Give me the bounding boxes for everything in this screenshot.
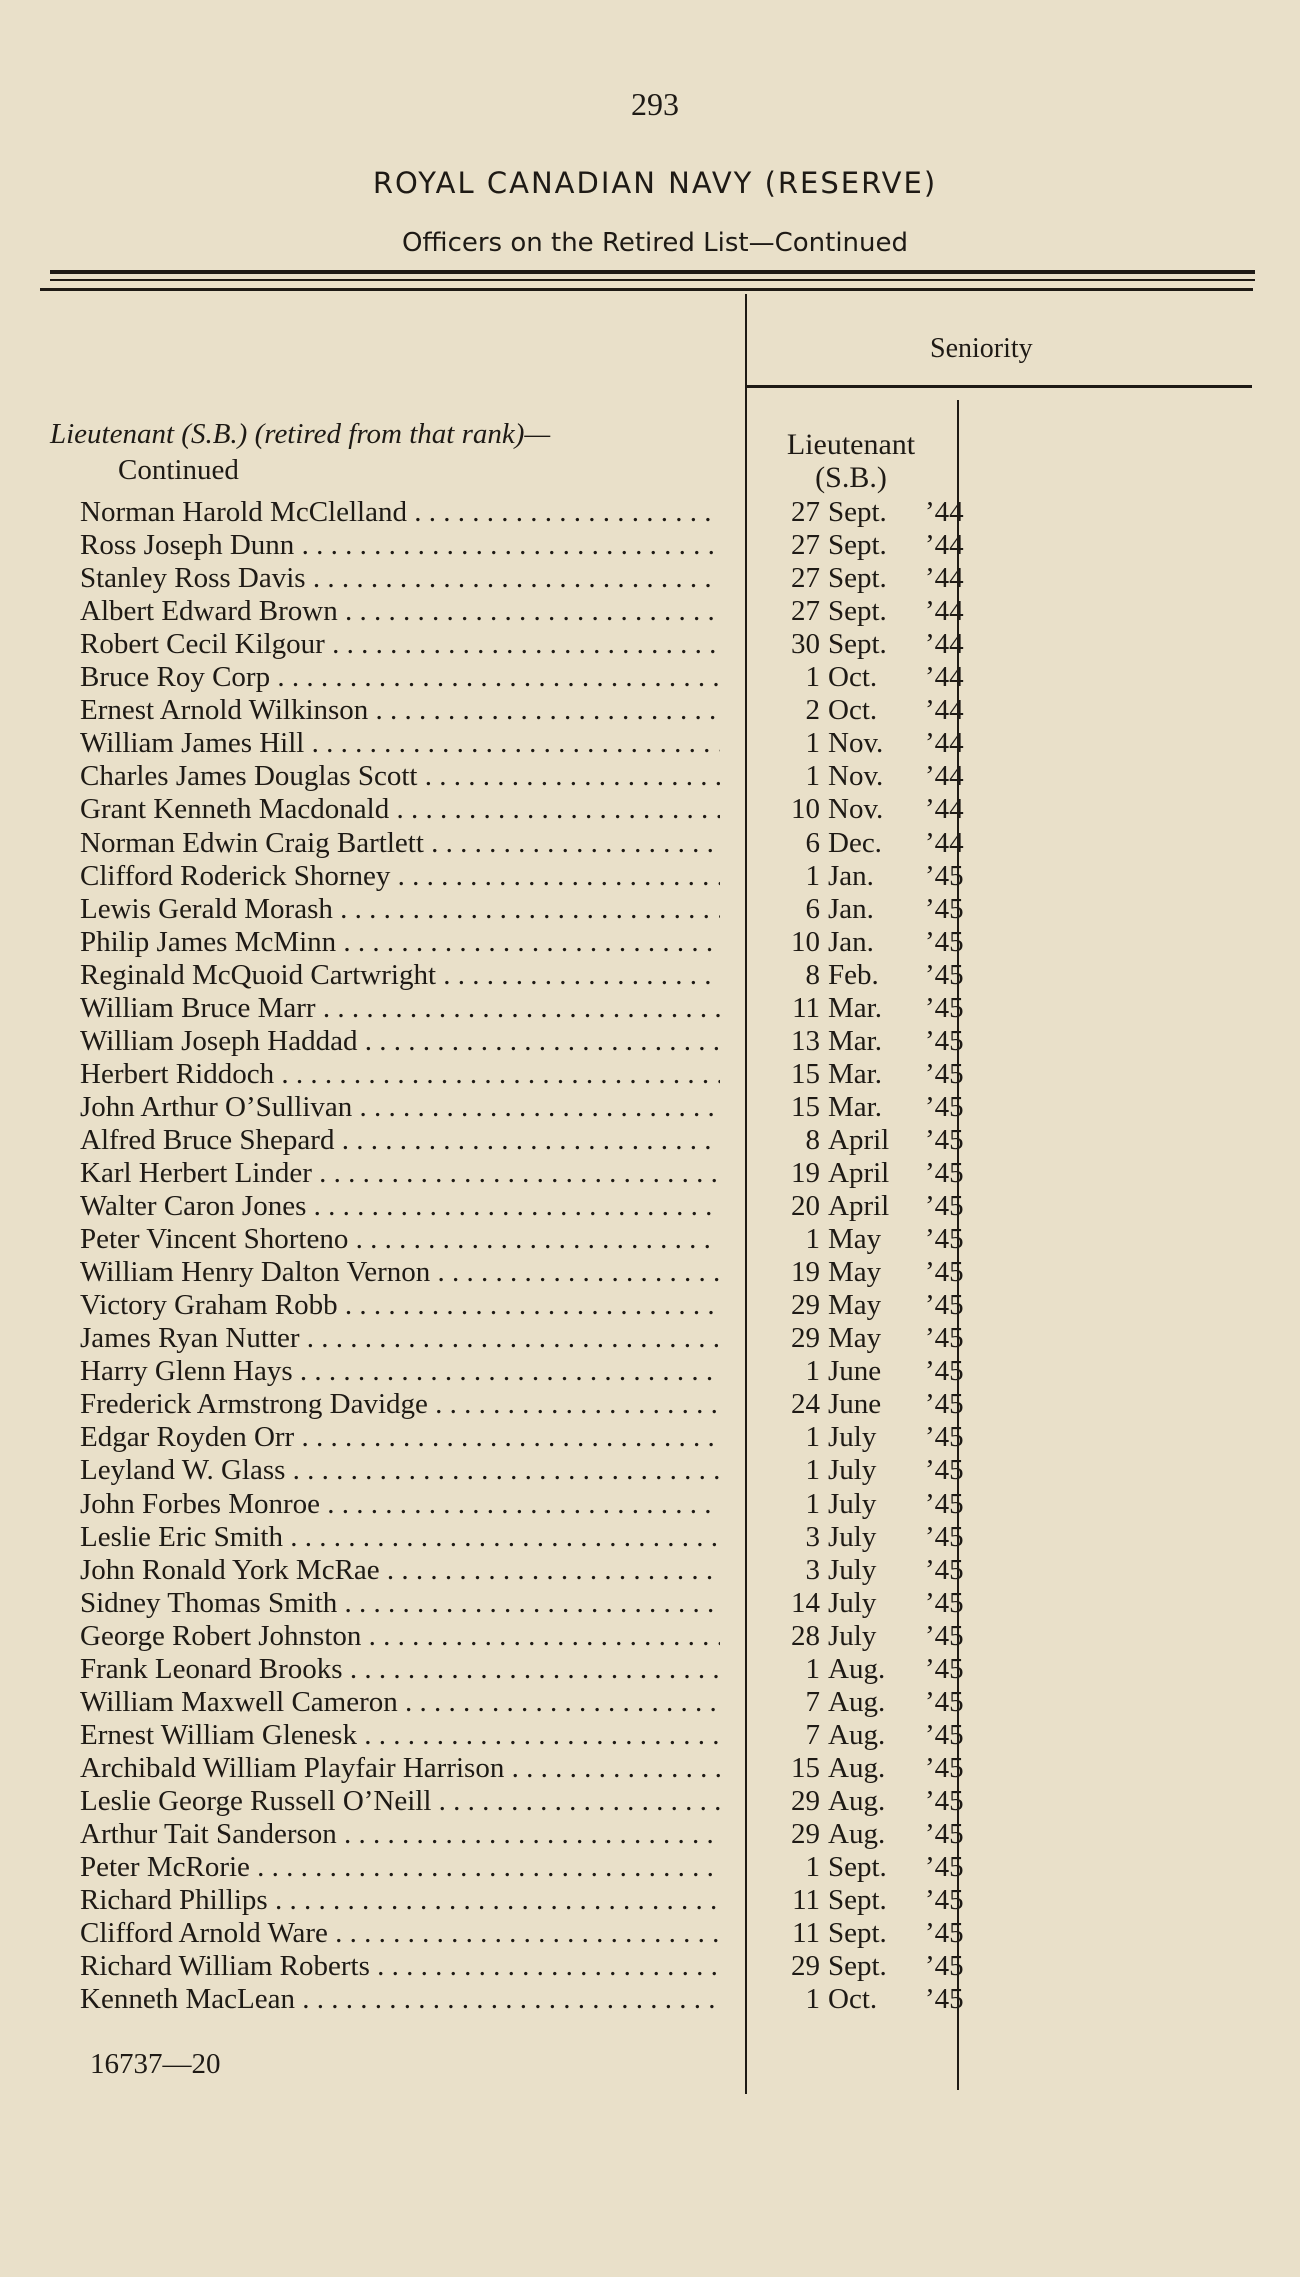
officer-row (0, 1091, 1300, 1124)
officer-row (0, 992, 1300, 1025)
officer-row (0, 1653, 1300, 1686)
seniority-year: ’45 (925, 1388, 964, 1421)
seniority-month: Aug. (828, 1751, 886, 1784)
officer-name: Richard William Roberts . . . (80, 1950, 720, 1983)
officer-name: William Bruce Marr . . . (80, 992, 720, 1025)
officer-name: Sidney Thomas Smith . . . (80, 1587, 720, 1620)
officer-row (0, 496, 1300, 529)
seniority-month: July (828, 1487, 877, 1520)
officer-row (0, 1157, 1300, 1190)
officer-row (0, 1917, 1300, 1950)
officer-name: William Joseph Haddad . . . (80, 1025, 720, 1058)
seniority-month: April (828, 1123, 890, 1156)
seniority-year: ’44 (925, 694, 964, 727)
column-header-rank: Lieutenant (786, 428, 916, 461)
seniority-day: 2 (805, 694, 820, 727)
officer-row (0, 1752, 1300, 1785)
officer-row (0, 1256, 1300, 1289)
seniority-month: July (828, 1421, 877, 1454)
seniority-year: ’45 (925, 1652, 964, 1685)
seniority-day: 1 (805, 727, 820, 760)
officer-name: John Arthur O’Sullivan . . . (80, 1091, 720, 1124)
seniority-year: ’45 (925, 925, 964, 958)
officer-row (0, 1983, 1300, 2016)
officer-row (0, 760, 1300, 793)
officer-row (0, 727, 1300, 760)
seniority-year: ’44 (925, 760, 964, 793)
seniority-day: 1 (805, 1454, 820, 1487)
seniority-year: ’45 (925, 1553, 964, 1586)
officer-name: Ross Joseph Dunn . . . (80, 529, 720, 562)
officer-name: Richard Phillips . . . (80, 1884, 720, 1917)
seniority-year: ’45 (925, 1917, 964, 1950)
seniority-day: 20 (791, 1190, 820, 1223)
officer-name: Norman Edwin Craig Bartlett . . . (80, 827, 720, 860)
officer-row (0, 1950, 1300, 1983)
seniority-year: ’44 (925, 595, 964, 628)
officer-row (0, 1355, 1300, 1388)
seniority-day: 6 (805, 826, 820, 859)
officer-name: Reginald McQuoid Cartwright . . . (80, 959, 720, 992)
officer-name: Leslie Eric Smith . . . (80, 1521, 720, 1554)
officer-name: John Forbes Monroe . . . (80, 1488, 720, 1521)
seniority-day: 11 (792, 1917, 820, 1950)
seniority-year: ’45 (925, 1619, 964, 1652)
seniority-month: July (828, 1454, 877, 1487)
officer-row (0, 1223, 1300, 1256)
seniority-month: July (828, 1586, 877, 1619)
page-title: ROYAL CANADIAN NAVY (RESERVE) (372, 166, 938, 200)
seniority-day: 29 (791, 1322, 820, 1355)
seniority-month: Sept. (828, 529, 887, 562)
officer-row (0, 1488, 1300, 1521)
seniority-month: Sept. (828, 628, 887, 661)
officer-row (0, 1818, 1300, 1851)
seniority-year: ’45 (925, 1157, 964, 1189)
officer-name: Robert Cecil Kilgour . . . (80, 628, 720, 661)
seniority-day: 15 (791, 1057, 820, 1090)
seniority-day: 10 (791, 925, 820, 958)
officer-name: George Robert Johnston . . . (80, 1620, 720, 1653)
seniority-month: May (828, 1223, 882, 1256)
seniority-month: Aug. (828, 1652, 886, 1685)
seniority-month: Nov. (828, 793, 884, 826)
seniority-year: ’45 (925, 1355, 964, 1388)
seniority-day: 29 (791, 1818, 820, 1850)
seniority-year: ’44 (925, 826, 964, 859)
officer-row (0, 1058, 1300, 1091)
footer-code: 16737—20 (90, 2048, 221, 2080)
officer-name: Peter Vincent Shorteno . . . (80, 1223, 720, 1256)
seniority-year: ’44 (925, 727, 964, 760)
seniority-month: Nov. (828, 727, 884, 760)
officer-row (0, 562, 1300, 595)
seniority-day: 7 (805, 1718, 820, 1751)
seniority-day: 28 (791, 1619, 820, 1652)
officer-row (0, 1719, 1300, 1752)
seniority-month: Aug. (828, 1685, 886, 1718)
officer-row (0, 1388, 1300, 1421)
rank-continued: Continued (118, 454, 239, 486)
header-rule-top (50, 270, 1255, 274)
seniority-year: ’45 (925, 1289, 964, 1322)
officer-name: Leyland W. Glass . . . (80, 1454, 720, 1487)
seniority-year: ’44 (925, 793, 964, 826)
seniority-day: 13 (791, 1024, 820, 1057)
seniority-day: 8 (805, 958, 820, 991)
seniority-year: ’45 (925, 1090, 964, 1123)
officer-name: Karl Herbert Linder . . . (80, 1157, 720, 1190)
seniority-day: 27 (791, 496, 820, 528)
seniority-day: 27 (791, 562, 820, 595)
seniority-month: Oct. (828, 694, 878, 727)
officer-name: Charles James Douglas Scott . . . (80, 760, 720, 793)
officer-row (0, 860, 1300, 893)
seniority-year: ’45 (925, 1784, 964, 1817)
seniority-day: 1 (805, 1421, 820, 1454)
seniority-month: Oct. (828, 1983, 878, 2016)
seniority-day: 30 (791, 628, 820, 661)
seniority-year: ’45 (925, 1520, 964, 1553)
officer-row (0, 959, 1300, 992)
seniority-year: ’45 (925, 1718, 964, 1751)
seniority-year: ’45 (925, 1024, 964, 1057)
seniority-header: Seniority (930, 333, 1033, 364)
officer-name: Lewis Gerald Morash . . . (80, 893, 720, 926)
officer-name: Leslie George Russell O’Neill . . . (80, 1785, 720, 1818)
seniority-month: April (828, 1190, 890, 1223)
seniority-month: July (828, 1619, 877, 1652)
seniority-month: Sept. (828, 1884, 887, 1917)
officer-name: Harry Glenn Hays . . . (80, 1355, 720, 1388)
seniority-month: Sept. (828, 1917, 887, 1950)
officer-name: Victory Graham Robb . . . (80, 1289, 720, 1322)
seniority-month: Mar. (828, 1090, 882, 1123)
seniority-day: 14 (791, 1586, 820, 1619)
seniority-month: Aug. (828, 1818, 886, 1850)
seniority-header-rule (747, 385, 1252, 388)
seniority-year: ’45 (925, 1586, 964, 1619)
seniority-day: 24 (791, 1388, 820, 1421)
officer-row (0, 1785, 1300, 1818)
page-number: 293 (631, 86, 679, 122)
officer-name: Walter Caron Jones . . . (80, 1190, 720, 1223)
seniority-day: 29 (791, 1289, 820, 1322)
seniority-year: ’45 (925, 1057, 964, 1090)
officer-row (0, 1322, 1300, 1355)
officer-name: Arthur Tait Sanderson . . . (80, 1818, 720, 1851)
officer-row (0, 1554, 1300, 1587)
seniority-year: ’45 (925, 1223, 964, 1256)
seniority-day: 15 (791, 1751, 820, 1784)
seniority-month: June (828, 1355, 882, 1388)
seniority-month: Jan. (828, 859, 874, 892)
seniority-day: 11 (792, 1884, 820, 1917)
seniority-year: ’44 (925, 628, 964, 661)
officer-row (0, 827, 1300, 860)
seniority-day: 3 (805, 1553, 820, 1586)
officer-row (0, 595, 1300, 628)
seniority-month: Jan. (828, 925, 874, 958)
officer-row (0, 628, 1300, 661)
officer-name: Stanley Ross Davis . . . (80, 562, 720, 595)
seniority-day: 19 (791, 1157, 820, 1189)
officer-name: Clifford Arnold Ware . . . (80, 1917, 720, 1950)
officer-name: Frederick Armstrong Davidge . . . (80, 1388, 720, 1421)
seniority-month: June (828, 1388, 882, 1421)
seniority-month: Mar. (828, 1024, 882, 1057)
seniority-day: 1 (805, 760, 820, 793)
officer-name: Clifford Roderick Shorney . . . (80, 860, 720, 893)
seniority-year: ’45 (925, 1123, 964, 1156)
seniority-day: 1 (805, 1652, 820, 1685)
seniority-year: ’45 (925, 1454, 964, 1487)
seniority-day: 11 (792, 991, 820, 1024)
seniority-year: ’44 (925, 529, 964, 562)
seniority-year: ’45 (925, 1487, 964, 1520)
seniority-year: ’45 (925, 1884, 964, 1917)
seniority-year: ’44 (925, 661, 964, 694)
seniority-year: ’44 (925, 562, 964, 595)
seniority-day: 10 (791, 793, 820, 826)
seniority-month: July (828, 1553, 877, 1586)
seniority-month: Dec. (828, 826, 882, 859)
officer-row (0, 1454, 1300, 1487)
officer-row (0, 1851, 1300, 1884)
seniority-month: Sept. (828, 595, 887, 628)
seniority-day: 29 (791, 1784, 820, 1817)
officer-name: James Ryan Nutter . . . (80, 1322, 720, 1355)
officer-name: Frank Leonard Brooks . . . (80, 1653, 720, 1686)
officer-name: John Ronald York McRae . . . (80, 1554, 720, 1587)
seniority-year: ’44 (925, 496, 964, 528)
seniority-year: ’45 (925, 892, 964, 925)
officer-row (0, 1289, 1300, 1322)
officer-row (0, 1620, 1300, 1653)
officer-name: Philip James McMinn . . . (80, 926, 720, 959)
seniority-month: May (828, 1289, 882, 1322)
officer-name: Edgar Royden Orr . . . (80, 1421, 720, 1454)
officer-name: Ernest Arnold Wilkinson . . . (80, 694, 720, 727)
officer-name: Ernest William Glenesk . . . (80, 1719, 720, 1752)
seniority-year: ’45 (925, 1190, 964, 1223)
officer-name: Archibald William Playfair Harrison . . . (80, 1752, 720, 1785)
officer-name: Kenneth MacLean . . . (80, 1983, 720, 2016)
officer-name: Grant Kenneth Macdonald . . . (80, 793, 720, 826)
seniority-day: 27 (791, 595, 820, 628)
seniority-day: 1 (805, 1355, 820, 1388)
seniority-year: ’45 (925, 958, 964, 991)
officer-name: Alfred Bruce Shepard . . . (80, 1124, 720, 1157)
seniority-year: ’45 (925, 1950, 964, 1983)
seniority-month: Oct. (828, 661, 878, 694)
seniority-year: ’45 (925, 1421, 964, 1454)
seniority-day: 1 (805, 1983, 820, 2016)
officer-name: William Henry Dalton Vernon . . . (80, 1256, 720, 1289)
seniority-month: May (828, 1322, 882, 1355)
officer-name: Albert Edward Brown . . . (80, 595, 720, 628)
seniority-day: 29 (791, 1950, 820, 1983)
officer-row (0, 1025, 1300, 1058)
seniority-month: Nov. (828, 760, 884, 793)
rank-heading: Lieutenant (S.B.) (retired from that rank)— (50, 418, 551, 450)
seniority-month: July (828, 1520, 877, 1553)
header-rule-middle (50, 279, 1255, 281)
column-header-branch: (S.B.) (815, 461, 887, 494)
seniority-day: 15 (791, 1090, 820, 1123)
header-rule-bottom (40, 288, 1253, 291)
seniority-day: 8 (805, 1123, 820, 1156)
officer-row (0, 793, 1300, 826)
officer-name: Herbert Riddoch . . . (80, 1058, 720, 1091)
officer-row (0, 926, 1300, 959)
officer-row (0, 1124, 1300, 1157)
officer-row (0, 1190, 1300, 1223)
seniority-month: May (828, 1256, 882, 1289)
seniority-day: 6 (805, 892, 820, 925)
seniority-month: Mar. (828, 1057, 882, 1090)
seniority-month: Sept. (828, 562, 887, 595)
seniority-year: ’45 (925, 1322, 964, 1355)
seniority-month: April (828, 1157, 890, 1189)
seniority-year: ’45 (925, 1851, 964, 1884)
seniority-day: 7 (805, 1685, 820, 1718)
officer-row (0, 529, 1300, 562)
page-subtitle: Officers on the Retired List—Continued (401, 228, 909, 258)
seniority-year: ’45 (925, 1818, 964, 1850)
officer-row (0, 694, 1300, 727)
seniority-month: Jan. (828, 892, 874, 925)
officer-name: Norman Harold McClelland . . . (80, 496, 720, 529)
officer-row (0, 1884, 1300, 1917)
officer-row (0, 1421, 1300, 1454)
seniority-day: 19 (791, 1256, 820, 1289)
seniority-day: 1 (805, 1851, 820, 1884)
seniority-year: ’45 (925, 1685, 964, 1718)
seniority-year: ’45 (925, 859, 964, 892)
seniority-day: 1 (805, 661, 820, 694)
seniority-year: ’45 (925, 1751, 964, 1784)
seniority-year: ’45 (925, 1256, 964, 1289)
officer-name: Bruce Roy Corp . . . (80, 661, 720, 694)
seniority-year: ’45 (925, 1983, 964, 2016)
officer-row (0, 1521, 1300, 1554)
officer-row (0, 661, 1300, 694)
seniority-day: 3 (805, 1520, 820, 1553)
officer-row (0, 1686, 1300, 1719)
seniority-month: Sept. (828, 496, 887, 528)
seniority-month: Aug. (828, 1784, 886, 1817)
officer-row (0, 1587, 1300, 1620)
seniority-month: Feb. (828, 958, 879, 991)
seniority-month: Mar. (828, 991, 882, 1024)
seniority-month: Aug. (828, 1718, 886, 1751)
seniority-day: 1 (805, 859, 820, 892)
officer-name: William James Hill . . . (80, 727, 720, 760)
officer-name: William Maxwell Cameron . . . (80, 1686, 720, 1719)
seniority-day: 1 (805, 1223, 820, 1256)
seniority-day: 27 (791, 529, 820, 562)
seniority-year: ’45 (925, 991, 964, 1024)
seniority-month: Sept. (828, 1851, 887, 1884)
officer-row (0, 893, 1300, 926)
seniority-day: 1 (805, 1487, 820, 1520)
officer-name: Peter McRorie . . . (80, 1851, 720, 1884)
seniority-month: Sept. (828, 1950, 887, 1983)
